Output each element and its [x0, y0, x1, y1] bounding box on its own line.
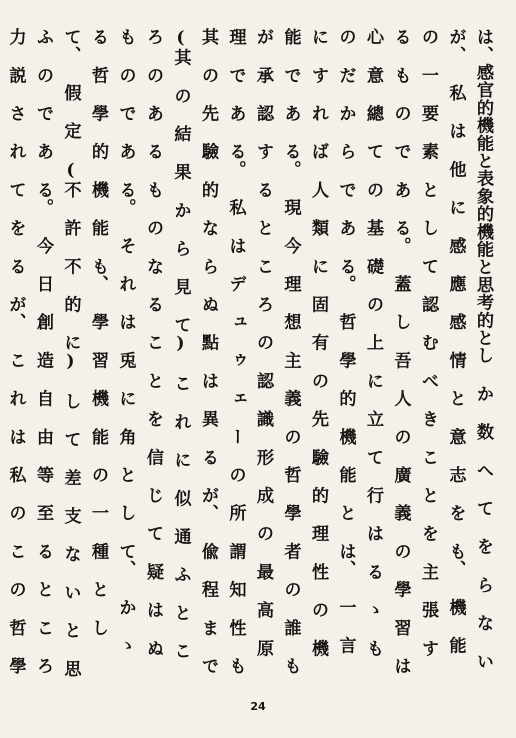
paragraph-1: は、感官的機能と表象的機能と思考的とし か 数 へ て を ら な い が、 私 は 他 に 感 應 感 情 と 意 志 を も、 機 能 の 一 要 素 と し て 認 む べ き こ と を 主 張 す る も の で あ る。 蓋 し 吾 人 の 廣 義 の 學 習 は 心 意 總 て の 基 礎 の 上 に 立 て 行 は る ゝ も の だ か ら で あ る。 哲 學 的 機 能 と は、 一 言 に す れ ば 人 類 に 固 有 の 先 驗 的 理 性 の 機 能 で あ る。 現 今 理 想 主 義 の 哲 學 者 の 誰 も が 承 認 す る と こ ろ の 認 識 形 成 の 最 高 原 理 で あ る。 私 は デ ュ ゥ ェ ー の 所 謂 知 性 も 其 の 先 驗 的 な ら ぬ 點 は 異 る が、 偸 程 ま で (其 の 結 果 か ら 見 て) こ れ に 似 通 ふ と こ ろ の あ る も の な る こ と を 信 じ て 疑 は ぬ も の で あ る。 そ れ は 兎 に 角 と し て、 か ゝ る 哲 學 的 機 能 も、 學 習 機 能 の 一 種 と し て、 假 定 (不 許 不 的 に) し て 差 支 な い と 思 ふ の で あ る。 今 日 創 造 自 由 等 至 る と こ ろ 力 説 さ れ て を る が、 こ れ は 私 の こ の 哲 學	[5, 28, 493, 678]
vertical-text-body	[0, 28, 496, 690]
page-number: 24	[250, 700, 266, 713]
